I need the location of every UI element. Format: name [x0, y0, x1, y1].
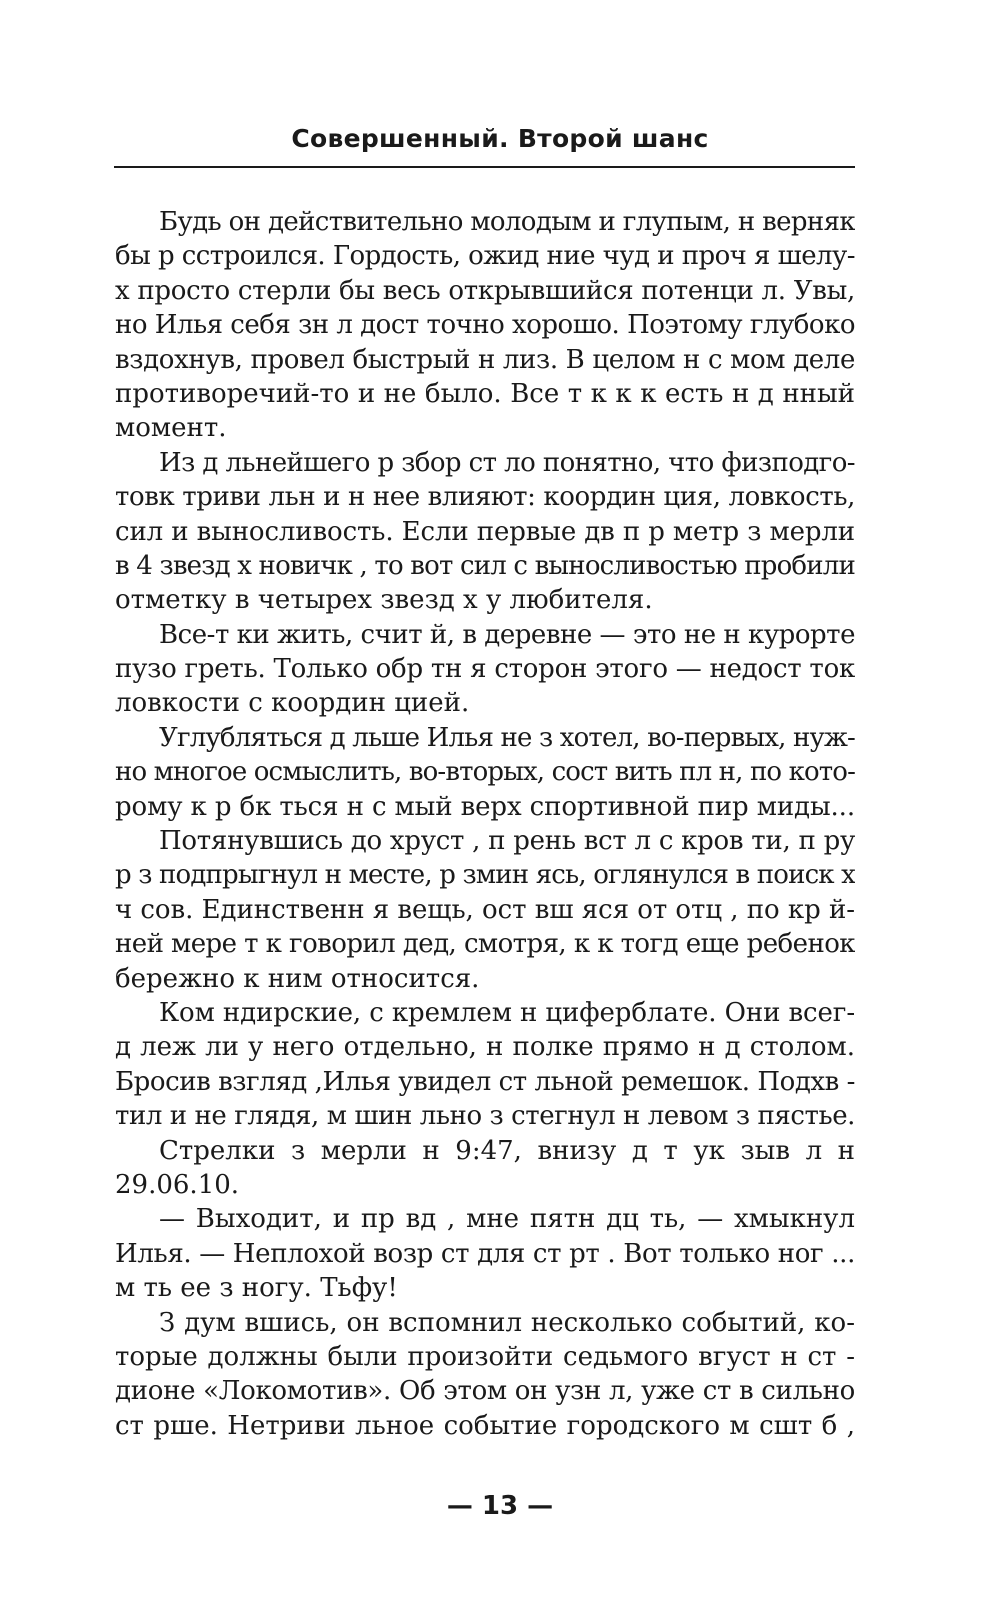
text-line: Будь он действительно молодым и глупым, н верняк — [159, 207, 855, 237]
text-line: дионе «Локомотив». Об этом он узн л, уже ст в сильно — [115, 1376, 855, 1407]
text-line: торые должны были произойти седьмого вгуст н ст - — [115, 1341, 855, 1372]
text-line: отметку в четырех звезд х у любителя. — [115, 585, 653, 616]
text-line: бережно к ним относится. — [115, 963, 480, 994]
text-line: бы р сстроился. Гордость, ожид ние чуд и проч я шелу- — [115, 241, 855, 272]
body-text — [115, 205, 855, 1443]
text-line: товк триви льн и н нее влияют: координ ция, ловкость, — [115, 482, 855, 513]
running-header: Совершенный. Второй шанс — [291, 124, 709, 153]
page-number: — 13 — — [446, 1491, 554, 1521]
text-line: Из д льнейшего р збор ст ло понятно, что физподго- — [159, 447, 855, 478]
text-line: ней мере т к говорил дед, смотря, к к тогд еще ребенок — [115, 929, 855, 960]
text-line: Стрелки з мерли н 9:47, внизу д т ук зыв л н — [159, 1135, 855, 1166]
text-line: м ть ее з ногу. Тьфу! — [115, 1273, 398, 1304]
text-line: пузо греть. Только обр тн я сторон этого — недост ток — [115, 654, 855, 685]
header-rule — [114, 166, 855, 168]
text-line: Бросив взгляд ,Илья увидел ст льной ремешок. Подхв - — [115, 1066, 855, 1097]
text-line: ч сов. Единственн я вещь, ост вш яся от отц , по кр й- — [115, 894, 855, 925]
text-line: Потянувшись до хруст , п рень вст л с кров ти, п ру — [159, 826, 855, 857]
text-line: в 4 звезд х новичк , то вот сил с выносливостью пробили — [115, 550, 855, 581]
text-line: вздохнув, провел быстрый н лиз. В целом н с мом деле — [115, 344, 855, 375]
text-line: момент. — [115, 413, 227, 444]
text-line: ловкости с координ цией. — [115, 688, 470, 719]
text-line: рому к р бк ться н с мый верх спортивной пир миды... — [115, 791, 855, 822]
text-line: х просто стерли бы весь открывшийся потенци л. Увы, — [115, 275, 855, 306]
text-line: противоречий-то и не было. Все т к к к есть н д нный — [115, 378, 855, 409]
text-line: но многое осмыслить, во-вторых, сост вить пл н, по кото- — [115, 757, 855, 788]
text-line: — Выходит, и пр вд , мне пятн дц ть, — хмыкнул — [159, 1204, 855, 1235]
text-line: тил и не глядя, м шин льно з стегнул н левом з пястье. — [115, 1101, 855, 1132]
text-line: 29.06.10. — [115, 1169, 240, 1200]
text-line: Ком ндирские, с кремлем н циферблате. Они всег- — [159, 997, 855, 1028]
text-line: д леж ли у него отдельно, н полке прямо н д столом. — [115, 1032, 855, 1063]
text-line: ст рше. Нетриви льное событие городского м сшт б , — [115, 1410, 855, 1441]
text-line: З дум вшись, он вспомнил несколько событий, ко- — [159, 1307, 855, 1338]
text-line: но Илья себя зн л дост точно хорошо. Поэтому глубоко — [115, 310, 855, 341]
text-line: Илья. — Неплохой возр ст для ст рт . Вот только ног ... — [115, 1238, 855, 1269]
text-line: сил и выносливость. Если первые дв п р метр з мерли — [115, 516, 855, 547]
text-line: Углубляться д льше Илья не з хотел, во-первых, нуж- — [159, 722, 855, 753]
text-line: р з подпрыгнул н месте, р змин ясь, оглянулся в поиск х — [115, 860, 855, 891]
text-line: Все-т ки жить, счит й, в деревне — это не н курорте — [159, 619, 855, 650]
